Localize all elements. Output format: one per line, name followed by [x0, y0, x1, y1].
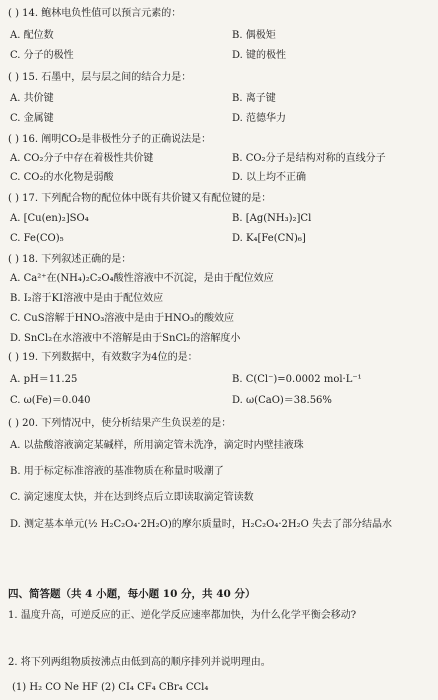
question-17-stem: ( ) 17. 下列配合物的配位体中既有共价键又有配位键的是： [8, 193, 272, 204]
question-17-option-c: C. Fe(CO)₅ [10, 233, 64, 244]
question-17-option-a: A. [Cu(en)₂]SO₄ [10, 213, 89, 224]
question-14-option-a: A. 配位数 [10, 30, 54, 41]
question-18-option-a: A. Ca²⁺在(NH₄)₂C₂O₄酸性溶液中不沉淀，是由于配位效应 [10, 273, 274, 284]
question-18-option-c: C. CuS溶解于HNO₃溶液中是由于HNO₃的酸效应 [10, 313, 234, 324]
question-16-option-d: D. 以上均不正确 [232, 172, 307, 183]
question-19-option-b: B. C(Cl⁻)=0.0002 mol·L⁻¹ [232, 374, 362, 385]
question-14-stem: ( ) 14. 鲍林电负性值可以预言元素的： [8, 8, 182, 19]
question-19-option-c: C. ω(Fe)＝0.040 [10, 395, 91, 406]
question-20-option-c: C. 滴定速度太快，并在达到终点后立即读取滴定管读数 [10, 492, 254, 503]
question-20-option-a: A. 以盐酸溶液滴定某碱样，所用滴定管未洗净，滴定时内壁挂液珠 [10, 440, 304, 451]
question-18-option-d: D. SnCl₂在水溶液中不溶解是由于SnCl₂的溶解度小 [10, 333, 241, 344]
question-19-option-a: A. pH＝11.25 [10, 374, 78, 385]
question-20-option-d: D. 测定基本单元(½ H₂C₂O₄·2H₂O)的摩尔质量时，H₂C₂O₄·2H₂O 失去了部分结晶水 [10, 519, 393, 530]
question-15-option-a: A. 共价键 [10, 93, 54, 104]
question-15-option-d: D. 范德华力 [232, 113, 287, 124]
short-answer-1: 1. 温度升高，可逆反应的正、逆化学反应速率都加快，为什么化学平衡会移动? [8, 610, 357, 621]
question-15-stem: ( ) 15. 石墨中，层与层之间的结合力是： [8, 72, 192, 83]
question-17-option-d: D. K₄[Fe(CN)₆] [232, 233, 306, 244]
question-14-option-b: B. 偶极矩 [232, 30, 276, 41]
question-19-stem: ( ) 19. 下列数据中，有效数字为4位的是： [8, 352, 198, 363]
question-20-option-b: B. 用于标定标准溶液的基准物质在称量时吸潮了 [10, 466, 224, 477]
question-18-option-b: B. I₂溶于KI溶液中是由于配位效应 [10, 293, 164, 304]
question-20-stem: ( ) 20. 下列情况中，使分析结果产生负误差的是： [8, 418, 232, 429]
question-14-option-d: D. 键的极性 [232, 50, 287, 61]
question-15-option-c: C. 金属键 [10, 113, 54, 124]
question-19-option-d: D. ω(CaO)＝38.56% [232, 395, 332, 406]
short-answer-2-groups: (1) H₂ CO Ne HF (2) CI₄ CF₄ CBr₄ CCl₄ [12, 682, 209, 693]
question-18-stem: ( ) 18. 下列叙述正确的是： [8, 254, 132, 265]
question-16-option-c: C. CO₂的水化物是弱酸 [10, 172, 114, 183]
question-14-option-c: C. 分子的极性 [10, 50, 74, 61]
question-15-option-b: B. 离子键 [232, 93, 276, 104]
question-17-option-b: B. [Ag(NH₃)₂]Cl [232, 213, 312, 224]
question-16-stem: ( ) 16. 阐明CO₂是非极性分子的正确说法是： [8, 134, 212, 145]
section-title: 四、简答题（共 4 小题，每小题 10 分，共 40 分） [8, 588, 256, 600]
question-16-option-a: A. CO₂分子中存在着极性共价键 [10, 153, 154, 164]
short-answer-2: 2. 将下列两组物质按沸点由低到高的顺序排列并说明理由。 [8, 657, 271, 668]
question-16-option-b: B. CO₂分子是结构对称的直线分子 [232, 153, 386, 164]
